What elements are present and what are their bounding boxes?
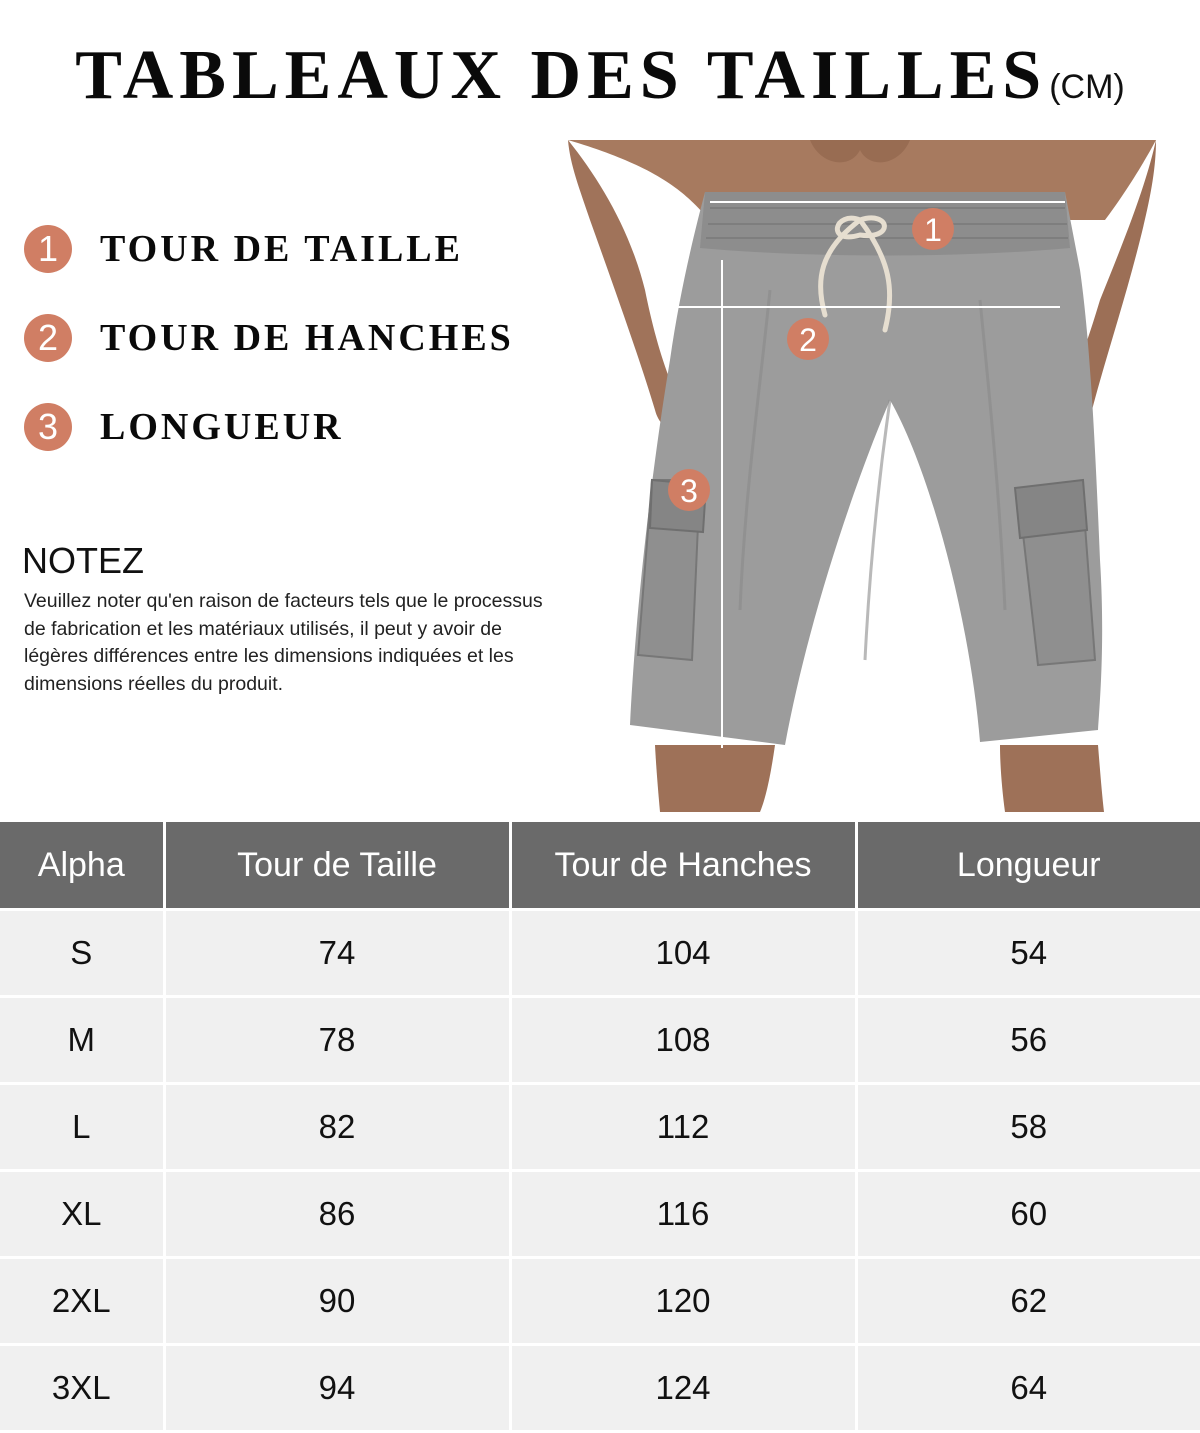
cell-waist: 90: [164, 1258, 510, 1345]
cell-size: XL: [0, 1171, 164, 1258]
page-title: [0, 36, 1200, 116]
note-text: [24, 588, 624, 698]
legend-label: LONGUEUR: [100, 406, 344, 448]
cell-size: S: [0, 910, 164, 997]
note-line: de fabrication et les matériaux utilisés, il peut y avoir de: [24, 617, 502, 640]
note-title: NOTEZ: [22, 540, 144, 581]
cell-waist: 82: [164, 1084, 510, 1171]
title-unit: (CM): [1049, 68, 1125, 106]
title-main: TABLEAUX DES TAILLES: [75, 37, 1048, 114]
shorts-body: [630, 192, 1102, 745]
legend-label: TOUR DE TAILLE: [100, 228, 463, 270]
cell-length: 62: [856, 1258, 1200, 1345]
table-row: [0, 910, 1200, 997]
cell-size: 2XL: [0, 1258, 164, 1345]
legend-badge: 1: [24, 225, 72, 273]
table-row: [0, 997, 1200, 1084]
table-row: [0, 1084, 1200, 1171]
marker-3: [668, 469, 710, 511]
cell-length: 56: [856, 997, 1200, 1084]
cell-waist: 74: [164, 910, 510, 997]
marker-2-label: 2: [799, 322, 817, 358]
cell-hips: 108: [510, 997, 856, 1084]
legend-badge: 2: [24, 314, 72, 362]
shorts-figure: [560, 140, 1160, 812]
table-row: [0, 1258, 1200, 1345]
legend-item-length: [24, 402, 344, 452]
cell-length: 58: [856, 1084, 1200, 1171]
note-line: Veuillez noter qu'en raison de facteurs tels que le processus: [24, 590, 543, 612]
cell-size: L: [0, 1084, 164, 1171]
header-alpha: Alpha: [0, 822, 164, 910]
cell-hips: 104: [510, 910, 856, 997]
table-header-row: [0, 822, 1200, 910]
right-leg: [1000, 745, 1104, 812]
cell-hips: 120: [510, 1258, 856, 1345]
size-table: [0, 822, 1200, 1433]
cell-hips: 112: [510, 1084, 856, 1171]
marker-3-label: 3: [680, 473, 698, 509]
legend-badge: 3: [24, 403, 72, 451]
marker-1-label: 1: [924, 212, 942, 248]
legend-item-hips: [24, 313, 514, 363]
cell-waist: 94: [164, 1345, 510, 1432]
table-row: [0, 1171, 1200, 1258]
cell-length: 60: [856, 1171, 1200, 1258]
cell-waist: 86: [164, 1171, 510, 1258]
cell-size: 3XL: [0, 1345, 164, 1432]
cell-waist: 78: [164, 997, 510, 1084]
marker-1: [912, 208, 954, 250]
legend-label: TOUR DE HANCHES: [100, 317, 514, 359]
cell-size: M: [0, 997, 164, 1084]
note-line: légères différences entre les dimensions indiquées et les: [24, 645, 514, 667]
cell-length: 54: [856, 910, 1200, 997]
cell-hips: 116: [510, 1171, 856, 1258]
marker-2: [787, 318, 829, 360]
header-length: Longueur: [856, 822, 1200, 910]
header-hips: Tour de Hanches: [510, 822, 856, 910]
legend-item-waist: [24, 224, 463, 274]
cell-length: 64: [856, 1345, 1200, 1432]
cell-hips: 124: [510, 1345, 856, 1432]
note-line: dimensions réelles du produit.: [24, 672, 284, 695]
table-row: [0, 1345, 1200, 1432]
left-leg: [655, 745, 775, 812]
header-waist: Tour de Taille: [164, 822, 510, 910]
